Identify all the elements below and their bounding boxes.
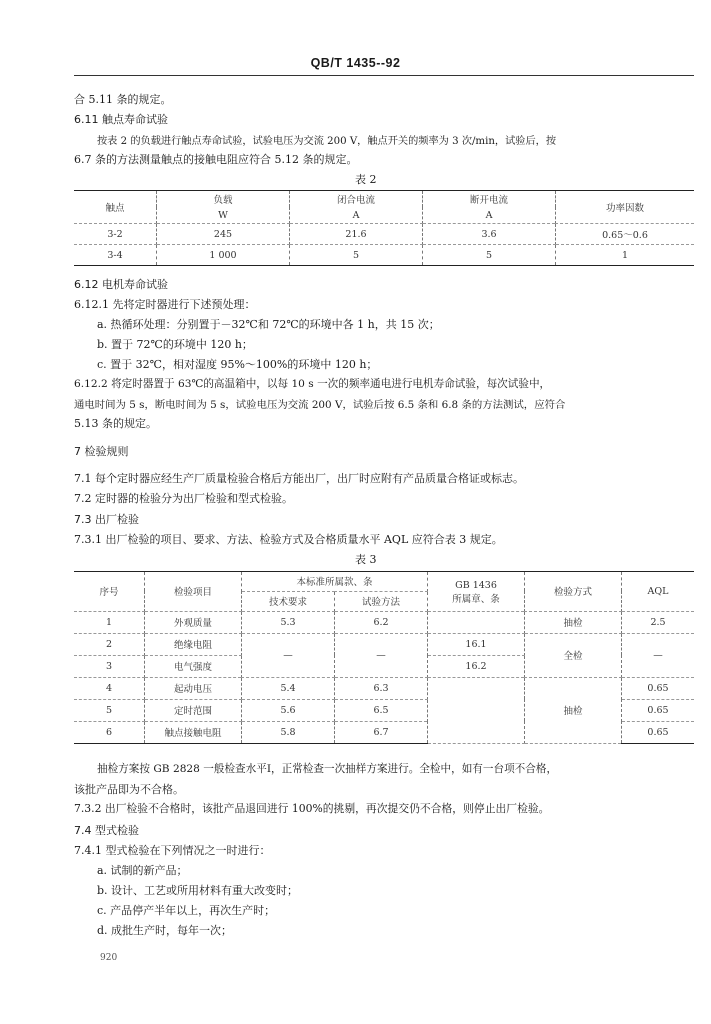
- header-cell-text: 所属章、条: [452, 594, 500, 605]
- list-item: b. 设计、工艺或所用材料有重大改变时；: [97, 884, 299, 897]
- list-item: a. 试制的新产品；: [97, 864, 188, 877]
- header-cell: 触点: [74, 191, 157, 224]
- table-cell: 6.5: [335, 699, 428, 721]
- table-cell: 1: [74, 611, 145, 633]
- table-cell: 0.65: [622, 677, 695, 699]
- table-cell: 1 000: [157, 245, 290, 266]
- table-cell: 245: [157, 224, 290, 245]
- table-cell: 2.5: [622, 611, 695, 633]
- section-heading: 7.4 型式检验: [74, 824, 139, 837]
- table-cell: 定时范围: [145, 699, 242, 721]
- table-row: [74, 611, 694, 633]
- table-cell: 5: [74, 699, 145, 721]
- list-item: d. 成批生产时，每年一次；: [97, 924, 233, 937]
- header-cell: A: [290, 207, 423, 224]
- text-line: 抽检方案按 GB 2828 一般检查水平Ⅰ，正常检查一次抽样方案进行。全检中，如有一台项不合格，: [97, 763, 558, 775]
- text-line: 7.2 定时器的检验分为出厂检验和型式检验。: [74, 492, 293, 505]
- header-cell: 序号: [74, 572, 145, 612]
- header-cell: W: [157, 207, 290, 224]
- table-cell: [428, 677, 525, 743]
- table-row: [74, 245, 694, 266]
- list-item: c. 产品停产半年以上，再次生产时；: [97, 904, 276, 917]
- section-heading: 6.12 电机寿命试验: [74, 278, 168, 291]
- table-2: [74, 190, 694, 266]
- table-cell: 0.65～0.6: [556, 224, 695, 245]
- table-cell: 全检: [525, 633, 622, 677]
- table-cell: 电气强度: [145, 655, 242, 677]
- table-cell: 5: [290, 245, 423, 266]
- page-number: 920: [100, 953, 118, 963]
- page-header: QB/T 1435--92: [310, 56, 401, 70]
- header-cell: 断开电流: [423, 191, 556, 208]
- table-cell: —: [242, 633, 335, 677]
- header-cell: 技术要求: [242, 591, 335, 611]
- header-cell: 负载: [157, 191, 290, 208]
- table2-caption: 表 2: [355, 173, 377, 186]
- table3-caption: 表 3: [355, 553, 377, 566]
- table-cell: —: [622, 633, 695, 677]
- table-cell: 16.1: [428, 633, 525, 655]
- table-cell: 触点接触电阻: [145, 721, 242, 743]
- list-item: a. 热循环处理：分别置于－32℃和 72℃的环境中各 1 h，共 15 次；: [97, 318, 440, 331]
- table-cell: 抽检: [525, 611, 622, 633]
- text-line: 该批产品即为不合格。: [74, 783, 184, 796]
- table-cell: 1: [556, 245, 695, 266]
- table-cell: 外观质量: [145, 611, 242, 633]
- header-cell: 闭合电流: [290, 191, 423, 208]
- table-cell: 6: [74, 721, 145, 743]
- header-cell: [428, 591, 525, 611]
- header-rule: [74, 75, 694, 76]
- section-heading: 6.11 触点寿命试验: [74, 113, 168, 126]
- text-line: 合 5.11 条的规定。: [74, 93, 172, 106]
- table-cell: [428, 611, 525, 633]
- text-line: 通电时间为 5 s，断电时间为 5 s，试验电压为交流 200 V，试验后按 6.5 条和 6.8 条的方法测试，应符合: [74, 399, 566, 411]
- table-cell: 0.65: [622, 699, 695, 721]
- header-cell-text: GB 1436: [455, 580, 497, 591]
- chapter-heading: 7 检验规则: [74, 445, 129, 458]
- table-cell: 起动电压: [145, 677, 242, 699]
- text-line: 7.3.1 出厂检验的项目、要求、方法、检验方式及合格质量水平 AQL 应符合表 3 规定。: [74, 533, 503, 546]
- header-cell: [428, 572, 525, 592]
- header-cell: A: [423, 207, 556, 224]
- header-cell: 检验项目: [145, 572, 242, 612]
- text-line: 7.1 每个定时器应经生产厂质量检验合格后方能出厂，出厂时应附有产品质量合格证或标志。: [74, 472, 524, 485]
- text-line: 按表 2 的负载进行触点寿命试验，试验电压为交流 200 V，触点开关的频率为 3 次/min，试验后，按: [97, 136, 557, 147]
- table-header-row: [74, 572, 694, 592]
- text-line: 7.4.1 型式检验在下列情况之一时进行：: [74, 844, 271, 857]
- table-cell: 16.2: [428, 655, 525, 677]
- table-header-row: [74, 191, 694, 208]
- table-3: [74, 571, 694, 744]
- header-cell: AQL: [622, 572, 695, 612]
- text-line: 6.7 条的方法测量触点的接触电阻应符合 5.12 条的规定。: [74, 153, 358, 166]
- header-cell: 功率因数: [556, 191, 695, 224]
- table-cell: 6.3: [335, 677, 428, 699]
- table-cell: 6.2: [335, 611, 428, 633]
- table-row: [74, 677, 694, 699]
- header-cell: 检验方式: [525, 572, 622, 612]
- table-cell: 4: [74, 677, 145, 699]
- table-cell: 5: [423, 245, 556, 266]
- table-cell: 绝缘电阻: [145, 633, 242, 655]
- text-line: 6.12.2 将定时器置于 63℃的高温箱中，以每 10 s 一次的频率通电进行电机寿命试验，每次试验中，: [74, 378, 551, 390]
- table-cell: 0.65: [622, 721, 695, 743]
- table-cell: 3: [74, 655, 145, 677]
- table-cell: 6.7: [335, 721, 428, 743]
- table-cell: 21.6: [290, 224, 423, 245]
- table-cell: 3-2: [74, 224, 157, 245]
- table-cell: 5.6: [242, 699, 335, 721]
- header-cell: 试验方法: [335, 591, 428, 611]
- table-cell: 2: [74, 633, 145, 655]
- table-cell: —: [335, 633, 428, 677]
- table-row: [74, 633, 694, 655]
- table-cell: 3-4: [74, 245, 157, 266]
- table-cell: 5.4: [242, 677, 335, 699]
- section-heading: 7.3 出厂检验: [74, 513, 139, 526]
- header-cell: 本标准所属款、条: [242, 572, 428, 592]
- list-item: c. 置于 32℃，相对湿度 95%～100%的环境中 120 h；: [97, 358, 378, 371]
- table-cell: 5.3: [242, 611, 335, 633]
- text-line: 6.12.1 先将定时器进行下述预处理：: [74, 298, 256, 311]
- table-cell: 抽检: [525, 677, 622, 743]
- text-line: 7.3.2 出厂检验不合格时，该批产品退回进行 100%的挑剔，再次提交仍不合格，则停止出厂检验。: [74, 802, 550, 815]
- table-cell: 5.8: [242, 721, 335, 743]
- table-row: [74, 224, 694, 245]
- list-item: b. 置于 72℃的环境中 120 h；: [97, 338, 253, 351]
- text-line: 5.13 条的规定。: [74, 417, 157, 430]
- table-cell: 3.6: [423, 224, 556, 245]
